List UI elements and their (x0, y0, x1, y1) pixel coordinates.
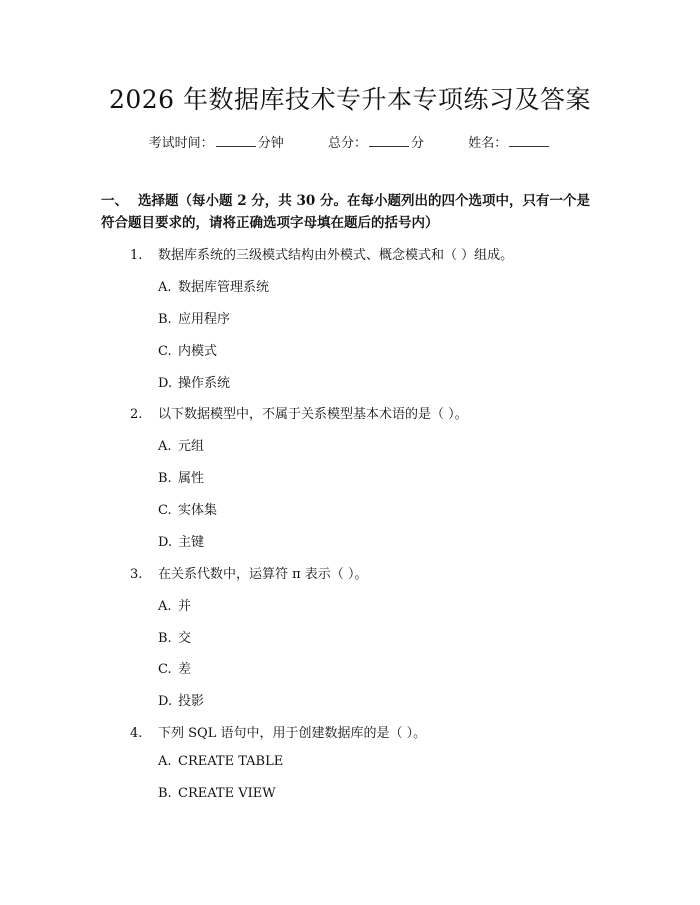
option-text: 交 (178, 631, 192, 646)
exam-info-line (0, 132, 700, 151)
option-letter: B. (158, 631, 172, 646)
option-letter: A. (158, 599, 172, 614)
option-letter: A. (158, 280, 172, 295)
option-letter: B. (158, 471, 172, 486)
option-letter: D. (158, 535, 173, 550)
question-2-option-d (158, 531, 204, 550)
question-3-option-b (158, 627, 191, 646)
student-name-label: 姓名： (468, 136, 508, 151)
exam-time-unit: 分钟 (257, 136, 284, 151)
question-3 (130, 563, 367, 582)
question-number: 3. (130, 567, 143, 582)
exam-time-field (149, 132, 284, 151)
section-instructions: 选择题（每小题 2 分，共 30 分。在每小题列出的四个选项中，只有一个是符合题目要求的，请将正确选项字母填在题后的括号内） (101, 193, 590, 231)
question-4-option-b (158, 786, 276, 801)
total-score-field (328, 132, 424, 151)
page-title: 2026 年数据库技术专升本专项练习及答案 (108, 85, 592, 114)
question-number: 2. (130, 407, 143, 422)
option-letter: B. (158, 786, 172, 801)
question-text: 数据库系统的三级模式结构由外模式、概念模式和（ ）组成。 (158, 248, 514, 263)
question-2-option-a (158, 435, 204, 454)
option-text: 元组 (178, 439, 205, 454)
option-text: CREATE TABLE (178, 754, 284, 769)
student-name-blank (509, 134, 549, 147)
option-letter: C. (158, 344, 172, 359)
option-text: 实体集 (178, 503, 218, 518)
option-letter: C. (158, 503, 172, 518)
total-score-blank (369, 134, 409, 147)
option-text: 主键 (178, 535, 205, 550)
option-text: CREATE VIEW (178, 786, 276, 801)
option-text: 数据库管理系统 (178, 280, 270, 295)
question-2-option-b (158, 467, 204, 486)
option-text: 差 (178, 662, 192, 677)
question-number: 4. (130, 726, 143, 741)
option-letter: D. (158, 376, 173, 391)
question-number: 1. (130, 248, 143, 263)
question-text: 下列 SQL 语句中，用于创建数据库的是（ ）。 (158, 726, 427, 741)
exam-time-label: 考试时间： (148, 136, 214, 151)
question-1 (130, 244, 513, 263)
exam-time-blank (216, 134, 256, 147)
option-text: 应用程序 (178, 312, 231, 327)
section-heading (101, 190, 601, 234)
question-1-option-a (158, 276, 269, 295)
student-name-field (468, 132, 551, 151)
option-text: 操作系统 (178, 376, 231, 391)
question-3-option-a (158, 595, 191, 614)
total-score-unit: 分 (411, 136, 425, 151)
option-text: 并 (178, 599, 192, 614)
question-2-option-c (158, 499, 217, 518)
question-1-option-b (158, 308, 230, 327)
option-text: 内模式 (178, 344, 218, 359)
question-4-option-a (158, 754, 283, 769)
question-text: 在关系代数中，运算符 π 表示（ ）。 (158, 567, 368, 582)
question-1-option-c (158, 340, 217, 359)
question-2 (130, 403, 468, 422)
option-text: 投影 (178, 694, 205, 709)
question-1-option-d (158, 372, 230, 391)
section-number: 一、 (101, 193, 128, 209)
option-letter: D. (158, 694, 173, 709)
question-3-option-d (158, 690, 204, 709)
question-4 (130, 722, 426, 741)
option-letter: C. (158, 662, 172, 677)
option-letter: A. (158, 439, 172, 454)
option-text: 属性 (178, 471, 205, 486)
option-letter: B. (158, 312, 172, 327)
question-text: 以下数据模型中，不属于关系模型基本术语的是（ ）。 (158, 407, 468, 422)
total-score-label: 总分： (327, 136, 367, 151)
option-letter: A. (158, 754, 172, 769)
question-3-option-c (158, 658, 191, 677)
